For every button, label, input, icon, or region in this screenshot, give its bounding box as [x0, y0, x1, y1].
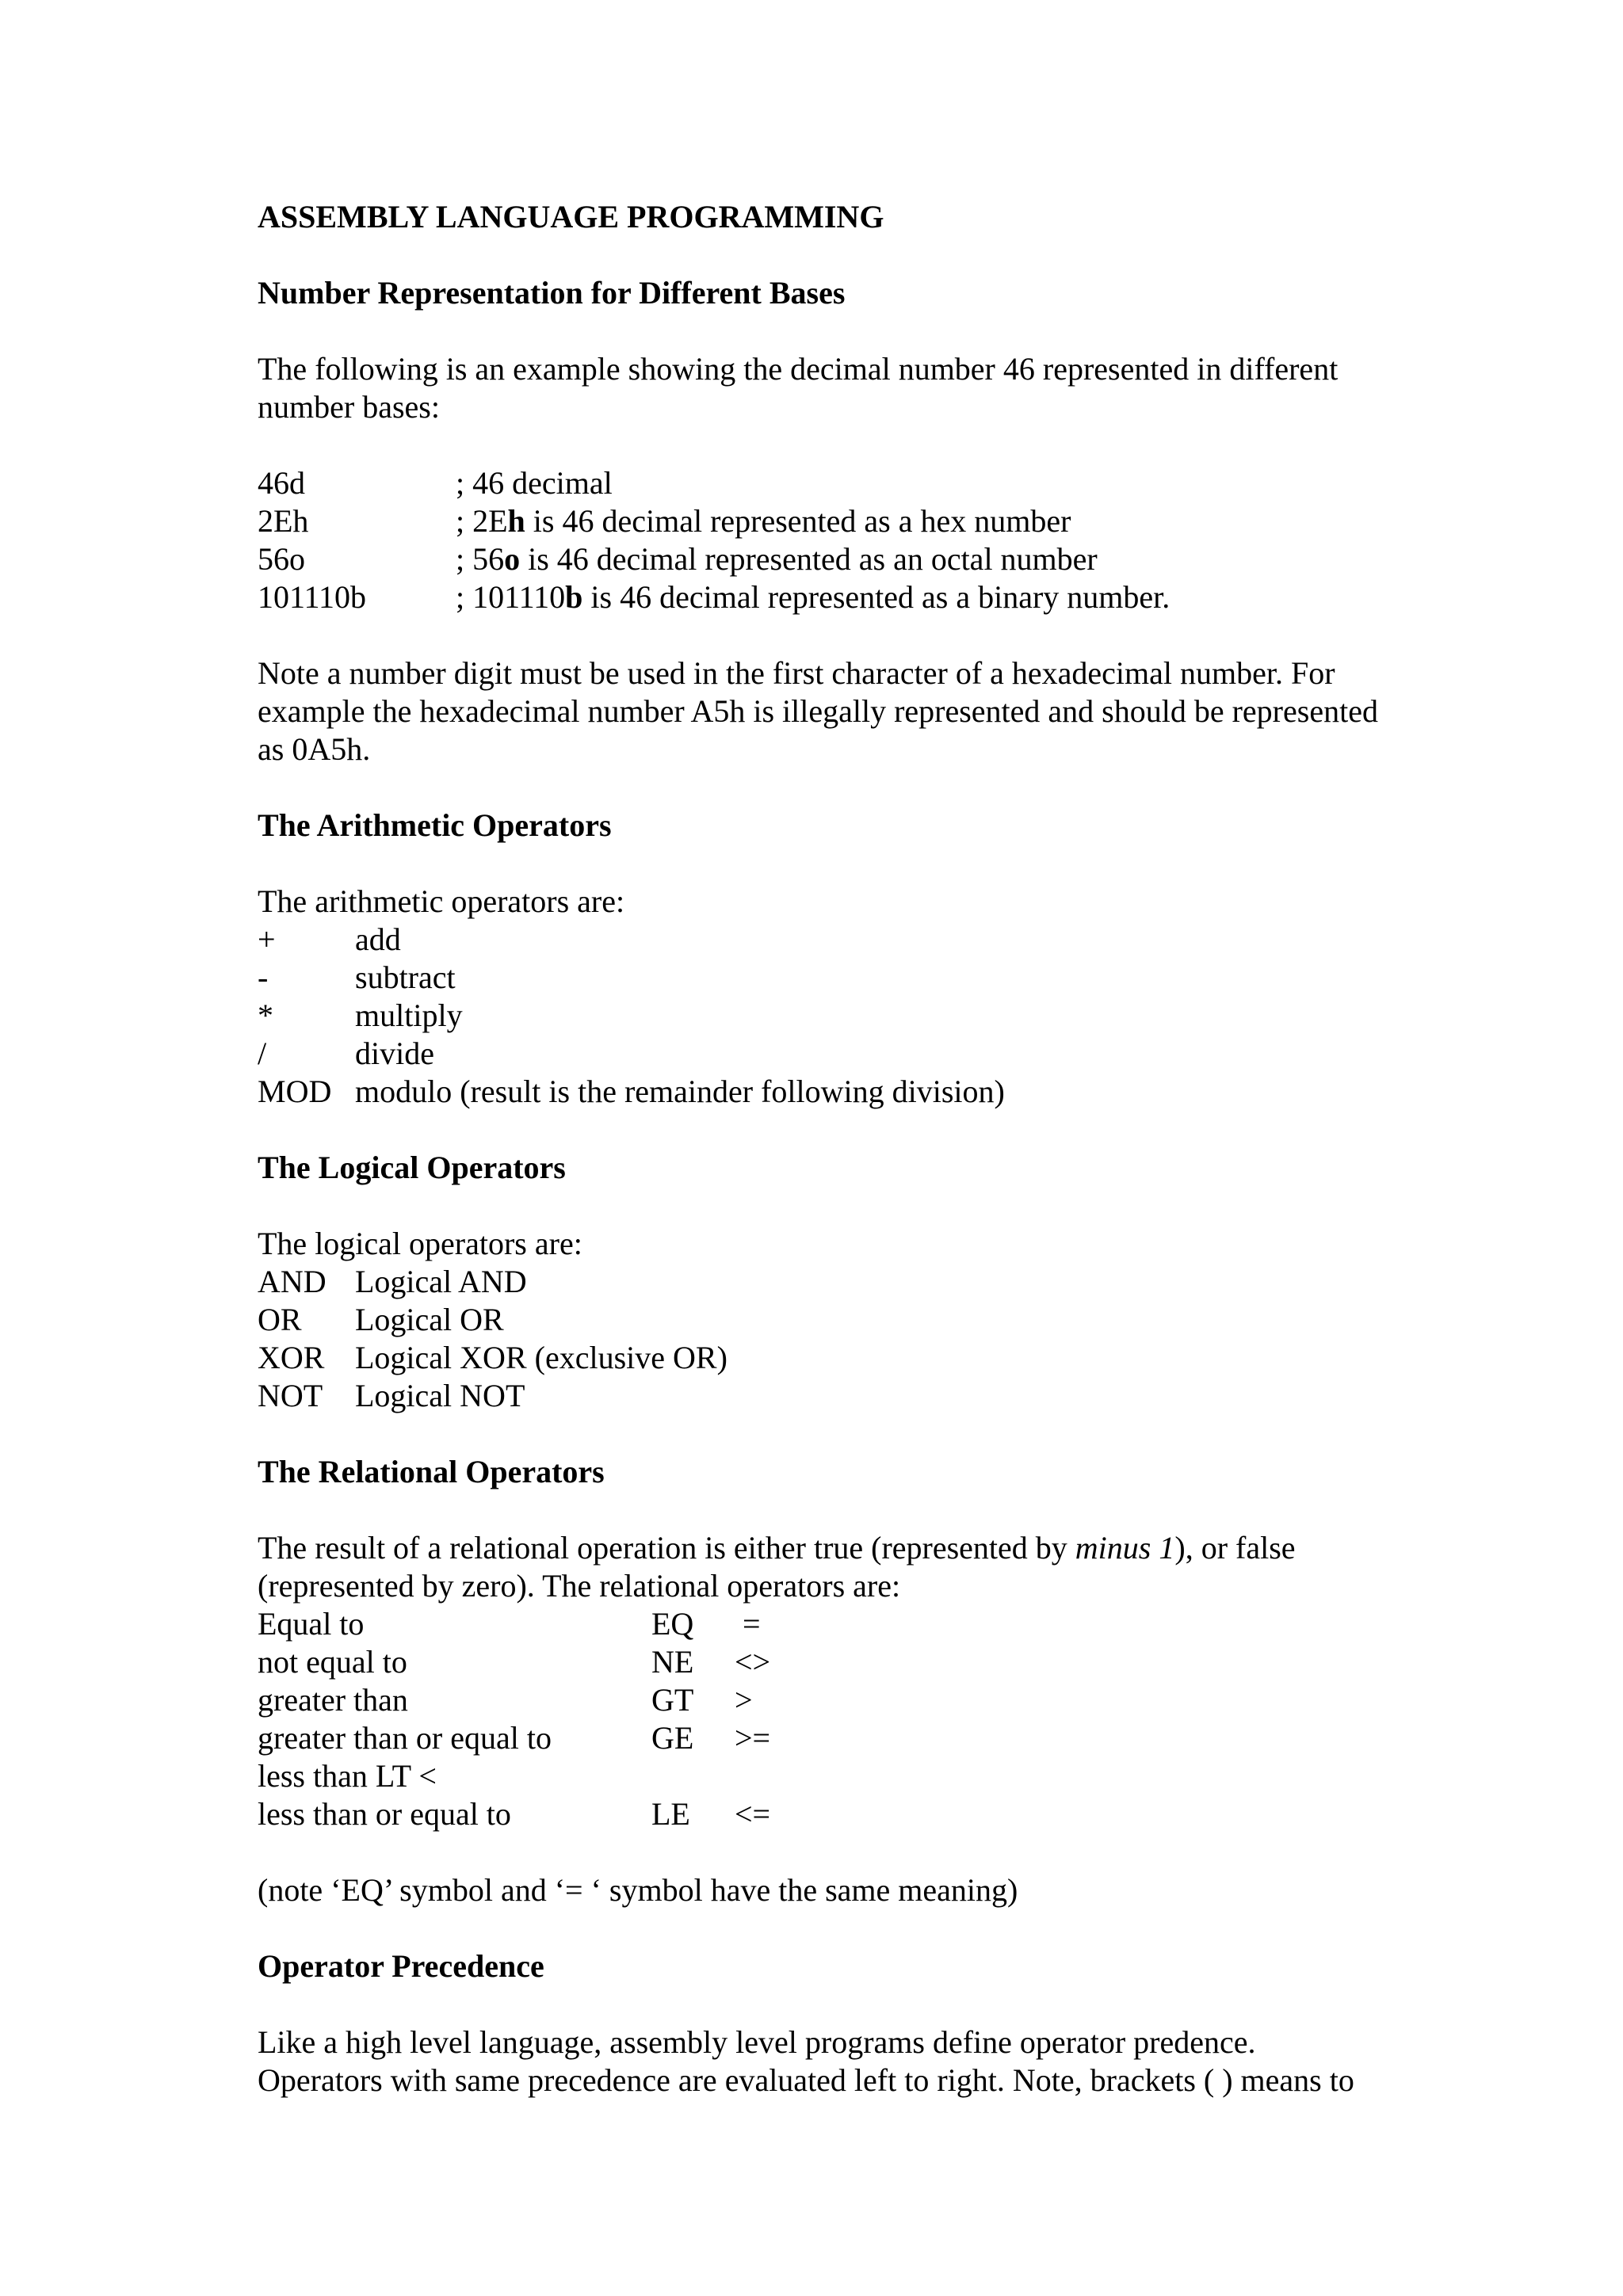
document-title: ASSEMBLY LANGUAGE PROGRAMMING	[258, 199, 884, 235]
list-item	[258, 540, 1399, 578]
list-item	[258, 921, 1399, 959]
relation-name: greater than	[258, 1682, 408, 1718]
relation-code: LE	[651, 1796, 690, 1832]
list-item	[258, 578, 1399, 616]
list-item	[258, 464, 1399, 502]
list-item	[258, 1263, 1399, 1301]
arithmetic-operator-list	[258, 921, 1399, 1111]
base-comment: ; 56o is 46 decimal represented as an octal number	[456, 541, 1098, 577]
operator-description: multiply	[355, 997, 463, 1033]
relation-symbol: <=	[735, 1796, 771, 1832]
operator-description: Logical AND	[355, 1264, 527, 1299]
operator-symbol: OR	[258, 1302, 302, 1337]
operator-description: modulo (result is the remainder following division)	[355, 1074, 1005, 1109]
operator-symbol: NOT	[258, 1378, 323, 1413]
list-item	[258, 1795, 1399, 1833]
operator-symbol: *	[258, 997, 273, 1033]
paragraph-logical-intro: The logical operators are:	[258, 1226, 582, 1261]
paragraph-precedence-line-2: Operators with same precedence are evaluated left to right. Note, brackets ( ) means to	[258, 2062, 1354, 2098]
list-item	[258, 1719, 1399, 1757]
relation-symbol: >	[735, 1682, 753, 1718]
list-item	[258, 502, 1399, 540]
operator-symbol: AND	[258, 1264, 327, 1299]
base-value: 46d	[258, 465, 305, 501]
list-item	[258, 1643, 1399, 1681]
relation-code: EQ	[651, 1606, 694, 1642]
section-heading-number-bases: Number Representation for Different Bases	[258, 275, 846, 311]
base-value: 56o	[258, 541, 305, 577]
paragraph-eq-note: (note ‘EQ’ symbol and ‘= ‘ symbol have the same meaning)	[258, 1872, 1018, 1908]
list-item	[258, 1035, 1399, 1073]
operator-description: Logical NOT	[355, 1378, 525, 1413]
paragraph-number-bases-intro: The following is an example showing the decimal number 46 represented in different number bases:	[258, 351, 1338, 425]
list-item	[258, 1073, 1399, 1111]
list-item	[258, 997, 1399, 1035]
relation-name: greater than or equal to	[258, 1720, 552, 1756]
operator-description: Logical XOR (exclusive OR)	[355, 1340, 727, 1375]
paragraph-arithmetic-intro: The arithmetic operators are:	[258, 883, 625, 919]
section-heading-logical: The Logical Operators	[258, 1150, 566, 1185]
list-item	[258, 1301, 1399, 1339]
paragraph-relational-intro: The result of a relational operation is either true (represented by minus 1), or false (represented by zero). The relational operators are:	[258, 1530, 1296, 1604]
list-item	[258, 1757, 1399, 1795]
relation-code: GE	[651, 1720, 694, 1756]
number-bases-list	[258, 464, 1399, 616]
base-comment: ; 2Eh is 46 decimal represented as a hex number	[456, 503, 1071, 539]
relation-name: not equal to	[258, 1644, 407, 1680]
operator-symbol: MOD	[258, 1074, 332, 1109]
relation-symbol: =	[735, 1606, 761, 1642]
operator-description: add	[355, 921, 401, 957]
list-item	[258, 1377, 1399, 1415]
relation-symbol: <>	[735, 1644, 771, 1680]
section-heading-arithmetic: The Arithmetic Operators	[258, 807, 612, 843]
base-value: 101110b	[258, 579, 367, 615]
operator-symbol: -	[258, 959, 269, 995]
operator-symbol: +	[258, 921, 276, 957]
list-item	[258, 959, 1399, 997]
operator-description: subtract	[355, 959, 456, 995]
relation-symbol: >=	[735, 1720, 771, 1756]
operator-symbol: XOR	[258, 1340, 325, 1375]
base-comment: ; 46 decimal	[456, 465, 613, 501]
relation-name: Equal to	[258, 1606, 365, 1642]
document-page	[258, 198, 1399, 2100]
relational-operator-list	[258, 1605, 1399, 1833]
operator-description: divide	[355, 1035, 434, 1071]
operator-symbol: /	[258, 1035, 267, 1071]
base-value: 2Eh	[258, 503, 309, 539]
operator-description: Logical OR	[355, 1302, 504, 1337]
relation-name: less than or equal to	[258, 1796, 511, 1832]
list-item	[258, 1681, 1399, 1719]
paragraph-precedence-line-1: Like a high level language, assembly level programs define operator predence.	[258, 2024, 1256, 2060]
relation-inline-row: less than LT <	[258, 1758, 437, 1794]
section-heading-relational: The Relational Operators	[258, 1454, 605, 1489]
base-comment: ; 101110b is 46 decimal represented as a binary number.	[456, 579, 1170, 615]
paragraph-hex-note: Note a number digit must be used in the first character of a hexadecimal number. For example the hexadecimal number A5h is illegally represented and should be represented as 0A5h.	[258, 655, 1378, 767]
relation-code: NE	[651, 1644, 694, 1680]
list-item	[258, 1605, 1399, 1643]
logical-operator-list	[258, 1263, 1399, 1415]
section-heading-precedence: Operator Precedence	[258, 1948, 544, 1984]
relation-code: GT	[651, 1682, 694, 1718]
list-item	[258, 1339, 1399, 1377]
